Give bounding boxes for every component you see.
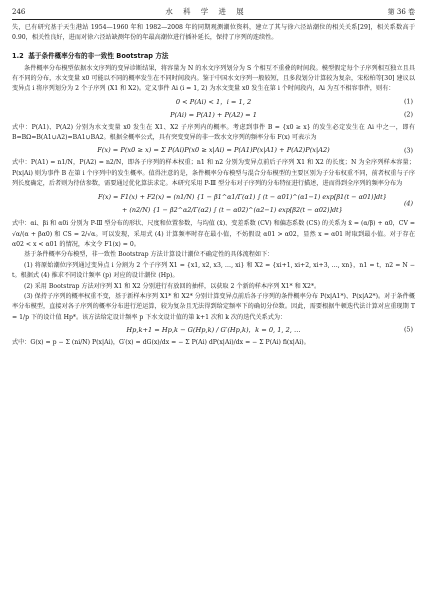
paragraph-total-probability: 式中：P(A1)、P(A2) 分别为水文变量 x0 发生在 X1、X2 子序列内的概率。考虑到事件 B = {x0 ≥ x} 的发生必定发生在 Ai 中之一，即有 B=BΩ=B(A1∪A2)=BA1∪BA2。根据全概率公式，具有突变变异的非一致水文序列的频率分布 F(x) 可表示为 <box>12 123 415 142</box>
equation-5 <box>12 325 415 336</box>
paragraph-intro: 失，已有研究基于天生港站 1954—1960 年和 1982—2008 年的同期观测潮位资料，建立了其与徐六泾站潮位的相关关系[29]，相关系数高于 0.90，相关性良好，进而对徐六泾站缺测年份的年最高潮位进行插补延长，保持了序列的连续性。 <box>12 24 415 42</box>
section-title: 基于条件概率分布的非一致性 Bootstrap 方法 <box>28 51 169 60</box>
equation-3-number: (3) <box>403 146 413 155</box>
volume-label: 第 36 卷 <box>387 8 415 16</box>
paragraph-weights: 式中：P(A1) = n1/N，P(A2) = n2/N，即各子序列的样本权重；n1 和 n2 分别为变异点前后子序列 X1 和 X2 的长度；N 为全序列样本容量；P(x|Ai) 则为事件 B 在第 i 个序列中的发生概率。值得注意的是，条件概率分布模型与混合分布模型的主要区别为子分布权重不同，前者权重与子序列长度确定，后者则为待估参数，需要通过优化算法求定。本研究采用 P-Ⅲ 型分布对子序列的分布特征进行描述，进而得到全序列的频率分布为 <box>12 159 415 188</box>
paragraph-procedure: 基于条件概率分布模型，非一致性 Bootstrap 方法计算设计潮位不确定性的具体流程如下： <box>24 251 274 259</box>
equation-1 <box>12 97 415 108</box>
running-header <box>12 6 415 20</box>
equation-1-body: 0 < P(Ai) < 1，i = 1, 2 <box>175 97 252 106</box>
step-1: (1) 将原始潮位序列通过变异点 i 分割为 2 个子序列 X1 = {x1, x2, x3, …, xi} 和 X2 = {xi+1, xi+2, xi+3, …, xn}，n1 = t，n2 = N − t。根据式 (4) 推求不同设计频率 (p) 对应的设计潮位 (Hp)。 <box>12 261 415 280</box>
equation-2-body: P(Ai) = P(A1) + P(A2) = 1 <box>170 110 257 119</box>
paragraph-parameters: 式中：αi、βi 和 α0i 分别为 P-Ⅲ 型分布的形状、尺度和位置参数，与均值 (x̄)、变差系数 (CV) 和偏态系数 (CS) 的关系为 x̄ = (α/β) + α0，CV = √α/(α + βα0) 和 CS = 2/√α。可以发现，采用式 (4) 计算频率时存在最小值，不妨假设 α01 > α02，显然 x = α01 时取到最小值。对于存在 α02 < x < α01 的情况，本文令 F1(x) = 0。 <box>12 220 415 249</box>
equation-1-number: (1) <box>403 97 413 106</box>
equation-2 <box>12 110 415 121</box>
paragraph-model: 条件概率分布模型依据水文序列的变异诊断结果，将容量为 N 的水文序列划分为 S 个相互不重叠的时间段。模型假定每个子序列相互独立且具有不同的分布，水文变量 x0 可能以不同的概率发生在不同时间段内。鉴于中国水文序列一般较短，且多段划分计算较为复杂，宋松柏等[30] 建议以变异点 i 将序列划分为 2 个子序列 (X1 和 X2)。定义事件 Ai (i = 1, 2) 为水文变量 x0 发生在第 i 个时间段内，Ai 为互不相容事件，则有： <box>12 64 415 93</box>
paper-page <box>12 6 415 348</box>
section-heading <box>12 50 415 60</box>
equation-5-number: (5) <box>403 325 413 334</box>
step-2: (2) 采用 Bootstrap 方法对序列 X1 和 X2 分别进行有放回的抽样，以获取 2 个新的样本序列 X1* 和 X2*。 <box>24 282 321 290</box>
page-number: 246 <box>12 8 26 16</box>
equation-3 <box>12 145 415 156</box>
equation-5-body: Hp,k+1 = Hp,k − G(Hp,k) / G′(Hp,k)，k = 0, 1, 2, … <box>126 325 301 334</box>
section-number: 1.2 <box>12 51 24 60</box>
journal-title: 水 科 学 进 展 <box>165 7 248 16</box>
equation-4-number: (4) <box>403 199 413 208</box>
step-3: (3) 保持子序列的概率权重不变，基于新样本序列 X1* 和 X2* 分别计算变异点前后各子序列的条件概率分布 P(x|A1*)、P(x|A2*)。对于条件概率分布模型，直接对各子序列的概率分布进行逆运算，较为复杂且无法得到给定频率下的确切分位数。因此，需要根据牛顿迭代法计算对应重现期 T = 1/p 下的设计值 Hp*。该方法给定设计频率 p 下水文设计值的第 k+1 次和 k 次的迭代关系式为： <box>12 292 415 321</box>
paragraph-newton-terms: 式中：G(x) = p − Σ (ni/N) P(x|Ai)，G′(x) = dG(x)/dx = − Σ P(Ai) dP(x|Ai)/dx = − Σ P(Ai) fi(x|Ai)。 <box>12 338 310 346</box>
equation-3-body: F(x) = P(x0 ≥ x) = Σ P(Ai)P(x0 ≥ x|Ai) = P(A1)P(x|A1) + P(A2)P(x|A2) <box>97 146 330 155</box>
equation-4 <box>12 191 415 217</box>
equation-4-line-1: F(x) = F1(x) + F2(x) = (n1/N) {1 − β1^α1/Γ(α1) ∫ (t − α01)^(α1−1) exp[β1(t − α01)]dt} <box>98 193 387 202</box>
equation-2-number: (2) <box>403 110 413 119</box>
equation-4-line-2: + (n2/N) {1 − β2^α2/Γ(α2) ∫ (t − α02)^(α2−1) exp[β2(t − α02)]dt} <box>122 206 343 215</box>
